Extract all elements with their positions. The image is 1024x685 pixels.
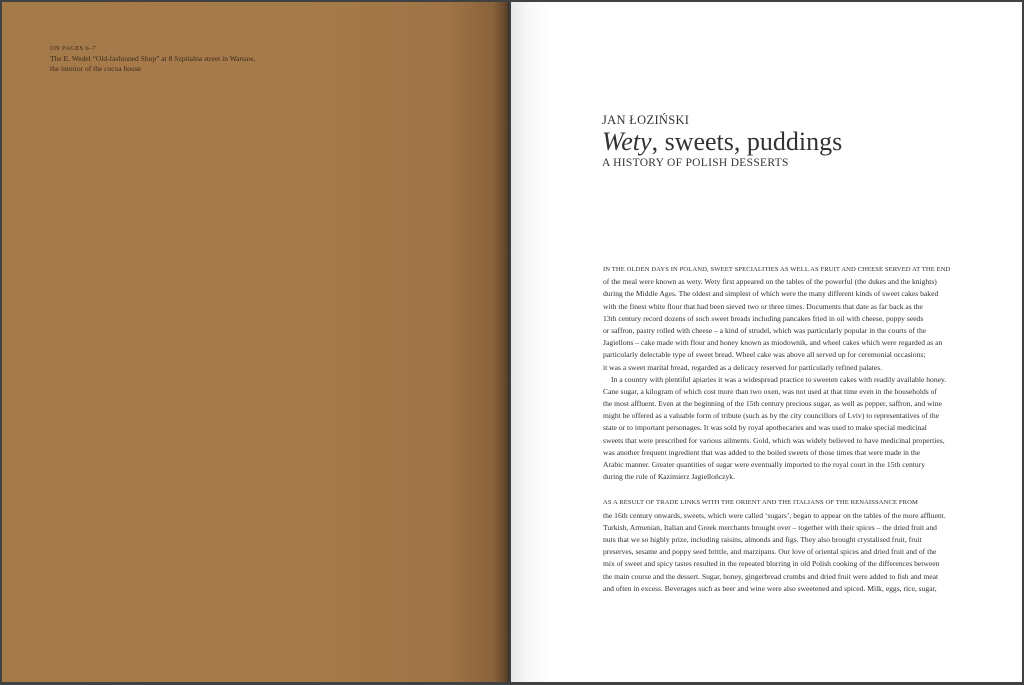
book-subtitle: A HISTORY OF POLISH DESSERTS [602, 157, 789, 169]
text-line: was another frequent ingredient that was added to the boiled sweets of those times that were made in the [603, 447, 921, 457]
paragraph-1 [603, 264, 983, 374]
text-line: Arabic manner. Greater quantities of sugar were eventually imported to the royal court in the 15th century [603, 460, 925, 469]
text-line: Turkish, Armenian, Italian and Greek merchants brought over – together with their spices – the dried fruit and [603, 522, 937, 532]
book-title-rest: , sweets, puddings [651, 127, 843, 156]
text-line: during the Middle Ages. The oldest and simplest of which were the many different kinds of sweet cakes baked [603, 289, 939, 299]
text-line: the main course and the dessert. Sugar, honey, gingerbread crumbs and dried fruit were added to fish and meat [603, 571, 939, 581]
text-line: Jagiellons – cake made with flour and honey known as miodownik, and wheel cakes which were regarded as an [603, 338, 943, 348]
text-line: nuts that we so highly prize, including raisins, almonds and figs. They also brought crystalised fruit, fruit [603, 534, 922, 544]
title-block [602, 112, 1002, 170]
paragraph-lead: IN THE OLDEN DAYS IN POLAND, SWEET SPECIALITIES AS WELL AS FRUIT AND CHEESE SERVED AT THE END [603, 266, 951, 273]
caption-line: The E. Wedel “Old-fashioned Shop” at 8 Szpitalna street in Warsaw, [50, 54, 256, 63]
text-line: and often in excess. Beverages such as beer and wine were also sweetened and spiced. Milk, eggs, rice, sugar, [603, 583, 937, 593]
paragraph-gap [603, 483, 983, 497]
text-line: of the meal were known as wety. Wety first appeared on the tables of the powerful (the dukes and the knights) [603, 277, 937, 287]
book-title-italic: Wety [602, 127, 652, 156]
text-line: or saffron, pastry rolled with cheese – a kind of strudel, which was particularly popular in the courts of the [603, 325, 927, 335]
paragraph-lead: AS A RESULT OF TRADE LINKS WITH THE ORIENT AND THE ITALIANS OF THE RENAISSANCE FROM [603, 499, 918, 507]
body-text [603, 264, 983, 595]
book-title [602, 128, 1002, 156]
text-line: particularly delectable type of sweet bread. Wheel cake was above all served up for ceremonial occasions; [603, 350, 926, 360]
paragraph-3 [603, 497, 983, 595]
text-line: it was a sweet marital bread, regarded as a delicacy reserved for particularly refined palates. [603, 362, 883, 372]
text-line: 13th century record dozens of such sweet breads including pancakes fried in oil with cheese, poppy seeds [603, 313, 924, 323]
text-line: In a country with plentiful apiaries it was a widespread practice to sweeten cakes with readily available honey. [611, 374, 947, 384]
left-page [2, 2, 508, 682]
text-line: mix of sweet and spicy tastes resulted in the repeated blurring in old Polish cooking of the differences between [603, 559, 940, 569]
caption-heading: ON PAGES 6–7 [50, 45, 96, 52]
text-line: might be offered as a valuable form of tribute (such as by the city councillors of Lviv) to representatives of the [603, 411, 939, 421]
gutter-shadow [493, 2, 509, 682]
text-line: sweets that were prescribed for various ailments. Gold, which was widely believed to have medicinal properties, [603, 435, 945, 445]
text-line: preserves, sesame and poppy seed brittle, and marzipans. Our love of oriental spices and dried fruit and of the [603, 547, 937, 557]
text-line: the 16th century onwards, sweets, which were called ‘sugars’, began to appear on the tables of the more affluent. [603, 510, 946, 520]
text-line: during the rule of Kazimierz Jagiellończyk. [603, 472, 735, 482]
photo-caption [50, 44, 310, 74]
author-name: JAN ŁOZIŃSKI [602, 113, 690, 127]
text-line: the most affluent. Even at the beginning of the 15th century precious sugar, as well as pepper, saffron, and wine [603, 399, 942, 409]
paragraph-2 [603, 374, 983, 484]
text-line: state or to important personages. It was sold by royal apothecaries and was used to make special medicinal [603, 423, 927, 433]
text-line: Cane sugar, a kilogram of which cost more than two oxen, was not used at that time even in the households of [603, 386, 937, 396]
caption-line: the interior of the cocoa house [50, 64, 142, 73]
text-line: with the finest white flour that had been sieved two or three times. Documents that date as far back as the [603, 301, 923, 311]
